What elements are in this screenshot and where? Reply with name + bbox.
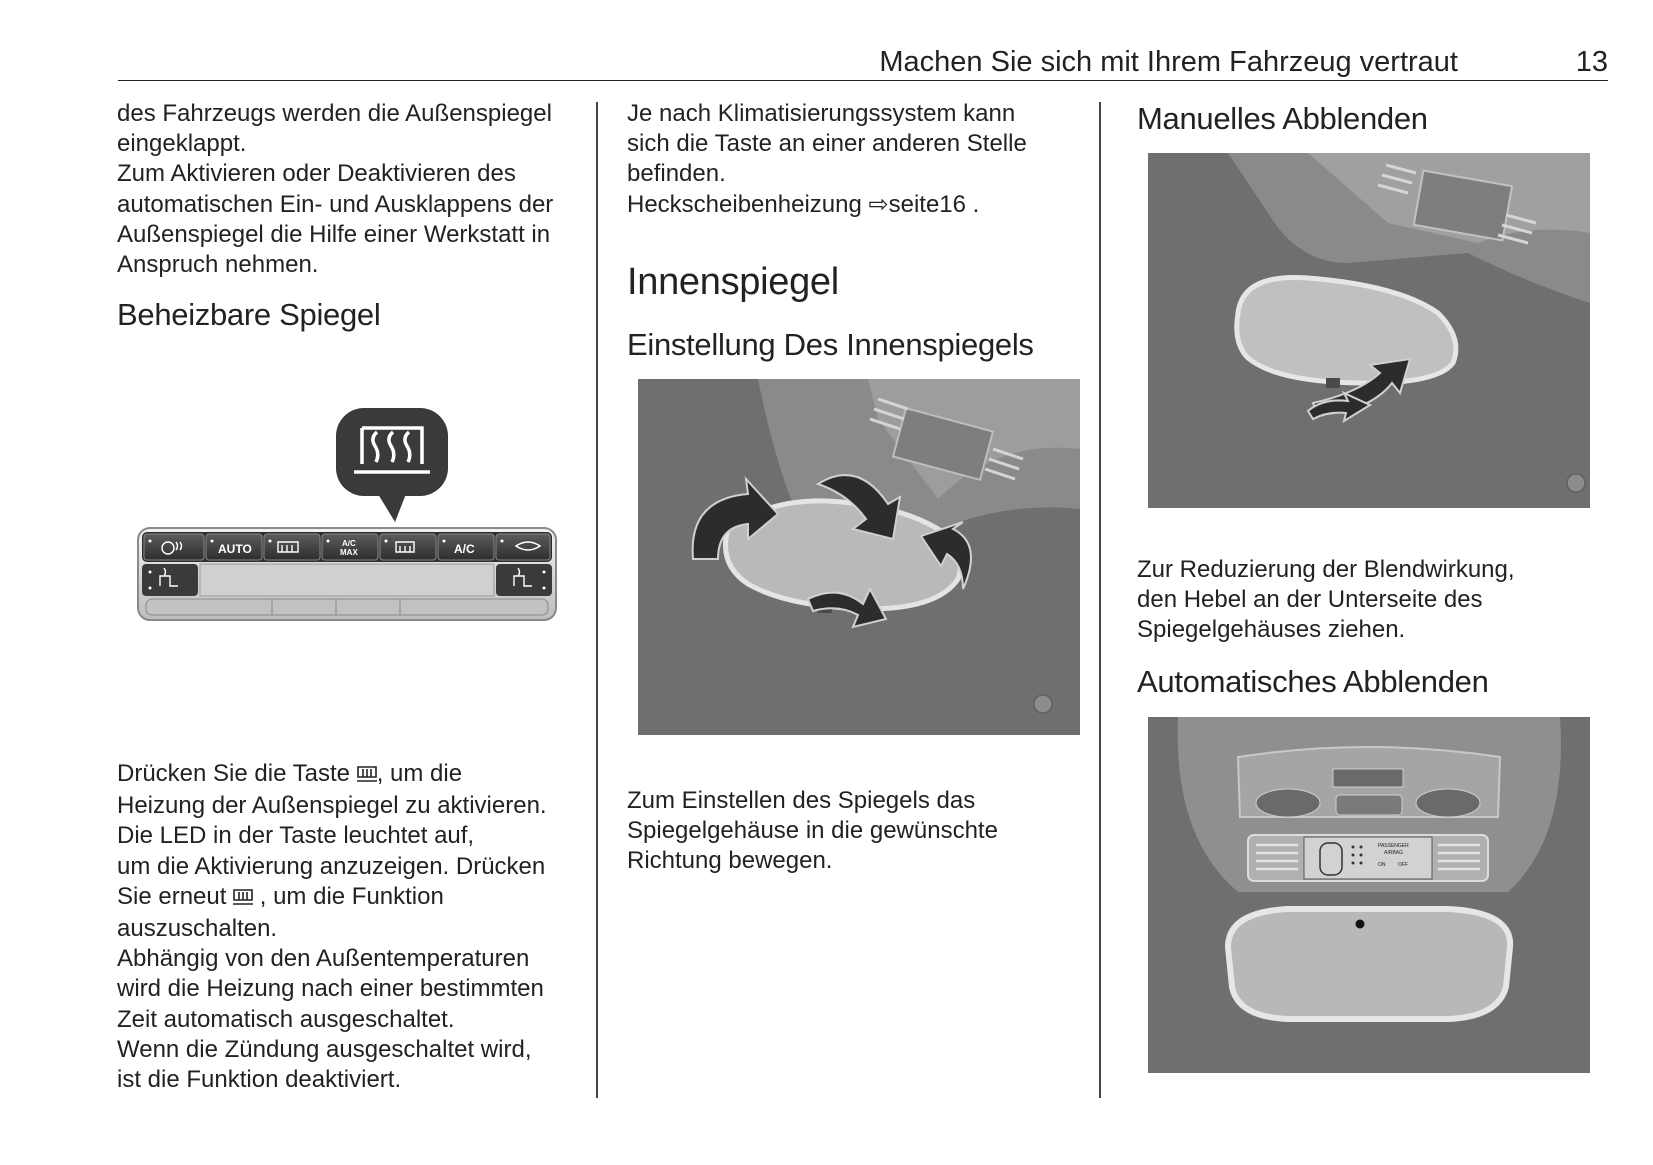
mirror-adjust-figure — [638, 379, 1080, 735]
body-line: Die LED in der Taste leuchtet auf, — [117, 822, 475, 850]
caption-line: Zum Einstellen des Spiegels das — [627, 787, 976, 814]
column-2-caption — [627, 786, 1087, 877]
text-line: Zur Reduzierung der Blendwirkung, — [1137, 556, 1515, 583]
column-2 — [627, 99, 1087, 220]
heading-adjust-interior-mirror: Einstellung Des Innenspiegels — [627, 327, 1034, 362]
intro-line: Anspruch nehmen. — [117, 251, 319, 279]
text-line: den Hebel an der Unterseite des — [1137, 586, 1483, 614]
caption-line: Spiegelgehäuse in die gewünschte — [627, 817, 998, 845]
svg-text:OFF: OFF — [1398, 862, 1408, 868]
intro-line: eingeklappt. — [117, 130, 247, 158]
intro-line: sich die Taste an einer anderen Stelle — [627, 130, 1027, 158]
manual-dimming-figure — [1148, 153, 1590, 508]
body-line: auszuschalten. — [117, 915, 278, 943]
body-line: Abhängig von den Außentemperaturen — [117, 945, 530, 973]
body-line: um die Aktivierung anzuzeigen. Drücken — [117, 852, 546, 880]
again-line: Sie erneut , um die Funktion — [117, 882, 587, 914]
svg-text:PASSENGER: PASSENGER — [1378, 843, 1409, 849]
intro-line: Je nach Klimatisierungssystem kann — [627, 100, 1016, 127]
body-line: Heizung der Außenspiegel zu aktivieren. — [117, 792, 547, 820]
rear-defrost-icon — [233, 884, 253, 914]
caption-line: Richtung bewegen. — [627, 847, 833, 875]
svg-text:A/C: A/C — [342, 539, 356, 548]
svg-text:A/C: A/C — [454, 542, 475, 556]
column-1-body — [117, 759, 587, 1095]
automatic-dimming-figure — [1148, 717, 1590, 1073]
svg-text:ON: ON — [1378, 862, 1386, 868]
intro-line: Außenspiegel die Hilfe einer Werkstatt in — [117, 220, 551, 248]
column-1 — [117, 99, 577, 280]
svg-text:AUTO: AUTO — [218, 542, 252, 556]
climate-panel-figure — [130, 400, 560, 630]
intro-line: automatischen Ein- und Ausklappens der — [117, 190, 554, 218]
intro-line: des Fahrzeugs werden die Außenspiegel — [117, 100, 552, 127]
svg-text:MAX: MAX — [340, 548, 358, 557]
heading-heated-mirrors: Beheizbare Spiegel — [117, 297, 381, 332]
column-divider-2 — [1099, 102, 1101, 1098]
header-title: Machen Sie sich mit Ihrem Fahrzeug vertraut — [879, 46, 1458, 78]
intro-line: befinden. — [627, 160, 726, 188]
arrow-right-icon: ⇨ — [868, 190, 889, 218]
body-line: ist die Funktion deaktiviert. — [117, 1066, 402, 1094]
body-line: wird die Heizung nach einer bestimmten — [117, 975, 544, 1003]
svg-text:AIRBAG: AIRBAG — [1384, 850, 1403, 856]
heading-automatic-dimming: Automatisches Abblenden — [1137, 664, 1489, 699]
body-line: Zeit automatisch ausgeschaltet. — [117, 1005, 455, 1033]
press-line: Drücken Sie die Taste , um die — [117, 759, 587, 791]
page-link[interactable]: seite16 — [888, 190, 966, 218]
cross-reference: Heckscheibenheizung ⇨seite16 . — [627, 190, 980, 218]
body-line: Wenn die Zündung ausgeschaltet wird, — [117, 1035, 532, 1063]
column-3-text — [1137, 555, 1597, 646]
running-header — [118, 44, 1608, 81]
page-number: 13 — [1575, 46, 1608, 78]
heading-interior-mirror: Innenspiegel — [627, 261, 839, 303]
rear-defrost-icon — [357, 761, 377, 791]
text-line: Spiegelgehäuses ziehen. — [1137, 616, 1406, 644]
intro-line: Zum Aktivieren oder Deaktivieren des — [117, 160, 516, 188]
column-divider-1 — [596, 102, 598, 1098]
heading-manual-dimming: Manuelles Abblenden — [1137, 101, 1428, 136]
